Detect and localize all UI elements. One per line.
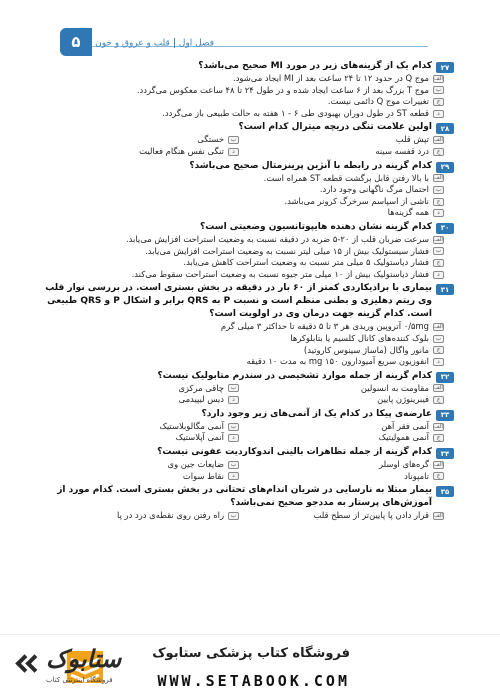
option-text: مانور واگال (ماساژ سینوس کاروتید)	[303, 344, 429, 355]
question-text: کدام گزینه از جمله موارد تشخیصی در سندرم متابولیک نیست؟	[157, 370, 432, 381]
option-text: آنمی فقر آهن	[381, 420, 429, 431]
option-letter: د	[433, 358, 444, 366]
option-text: ۰/۵mg آتروپین وریدی هر ۳ تا ۵ دقیقه تا حداکثر ۳ میلی گرم	[220, 321, 429, 332]
option-text: بلوک کننده‌های کانال کلسیم یا بتابلوکرها	[290, 332, 429, 343]
answer-option[interactable]	[42, 394, 239, 406]
answer-option[interactable]	[42, 345, 444, 357]
question-item	[42, 221, 454, 280]
option-letter: د	[433, 209, 444, 217]
setabook-logo[interactable]	[20, 643, 138, 693]
answer-option[interactable]	[42, 184, 444, 196]
option-letter: الف	[434, 137, 443, 144]
question-number: ۲۸	[436, 123, 454, 134]
logo-tagline: فروشگاه اینترنتی کتاب	[46, 676, 113, 684]
store-title: فروشگاه کتاب پزشکی ستابوک	[152, 646, 350, 661]
option-text: فیبرینوژن پایین	[377, 394, 429, 405]
option-text: دیس لیپیدمی	[178, 394, 224, 405]
option-letter: الف	[434, 461, 443, 468]
question-stem	[42, 408, 454, 421]
question-stem	[42, 446, 454, 459]
question-item	[42, 160, 454, 219]
question-stem	[42, 60, 454, 73]
answer-option[interactable]	[247, 510, 444, 522]
answer-option[interactable]	[42, 421, 239, 433]
option-letter: الف	[434, 324, 443, 331]
option-text: آنمی مگالوبلاستیک	[159, 420, 224, 431]
answer-option[interactable]	[42, 173, 444, 185]
option-text: ضایعات جین وی	[167, 459, 224, 470]
question-text: بیمار مبتلا به نارسایی در شریان اندام‌های تحتانی در بخش بستری است. کدام مورد از آموزش‌های پرستار به مددجو صحیح نمی‌باشد؟	[57, 485, 432, 509]
option-letter: ب	[433, 247, 444, 255]
answer-option[interactable]	[42, 234, 444, 246]
option-list	[42, 510, 454, 522]
option-text: خستگی	[197, 134, 224, 145]
answer-option[interactable]	[42, 207, 444, 219]
option-text: فشار سیستولیک بیش از ۱۵ میلی لیتر نسبت به وضعیت استراحت افزایش می‌یابد.	[145, 245, 429, 256]
option-letter: الف	[434, 385, 443, 392]
answer-option[interactable]	[247, 459, 444, 471]
answer-option[interactable]	[42, 146, 239, 158]
option-text: تنگی نفس هنگام فعالیت	[139, 145, 224, 156]
question-item	[42, 282, 454, 367]
answer-option[interactable]	[42, 246, 444, 258]
answer-option[interactable]	[42, 471, 239, 483]
footer-banner	[0, 634, 500, 700]
logo-wordmark: ستابوک	[46, 645, 122, 673]
answer-option[interactable]	[42, 321, 444, 333]
question-number: ۲۹	[436, 162, 454, 173]
question-item	[42, 370, 454, 406]
option-letter: ب	[433, 86, 444, 94]
option-letter: د	[433, 110, 444, 118]
question-stem	[42, 370, 454, 383]
answer-option[interactable]	[42, 510, 239, 522]
option-letter: الف	[434, 423, 443, 430]
option-letter: الف	[434, 236, 443, 243]
question-stem	[42, 484, 454, 510]
answer-option[interactable]	[42, 333, 444, 345]
option-letter: ج	[433, 198, 444, 206]
option-letter: ب	[228, 423, 239, 431]
option-text: فشار دیاستولیک ۵ میلی متر نسبت به وضعیت استراحت کاهش می‌یابد.	[183, 257, 429, 268]
page-header	[0, 0, 500, 62]
option-letter: د	[228, 472, 239, 480]
option-list	[42, 421, 454, 444]
answer-option[interactable]	[42, 108, 444, 120]
option-letter: ج	[433, 148, 444, 156]
option-letter: د	[433, 271, 444, 279]
question-stem	[42, 221, 454, 234]
option-letter: د	[228, 148, 239, 156]
option-text: درد قفسه سینه	[375, 145, 429, 156]
option-letter: ج	[433, 98, 444, 106]
answer-option[interactable]	[42, 257, 444, 269]
question-item	[42, 446, 454, 482]
option-letter: الف	[434, 175, 443, 182]
answer-option[interactable]	[247, 421, 444, 433]
option-letter: ج	[433, 472, 444, 480]
answer-option[interactable]	[42, 196, 444, 208]
question-text: کدام گزینه در رابطه با آنژین پرینزمتال صحیح می‌باشد؟	[189, 160, 432, 171]
answer-option[interactable]	[247, 134, 444, 146]
answer-option[interactable]	[247, 394, 444, 406]
option-list	[42, 321, 454, 367]
answer-option[interactable]	[42, 96, 444, 108]
answer-option[interactable]	[42, 383, 239, 395]
question-stem	[42, 282, 454, 321]
answer-option[interactable]	[247, 383, 444, 395]
question-stem	[42, 121, 454, 134]
option-letter: ب	[433, 335, 444, 343]
question-number: ۳۱	[436, 284, 454, 295]
question-text: کدام گزینه از جمله تظاهرات بالینی اندوکاردیت عفونی نیست؟	[157, 447, 432, 458]
option-letter: ج	[433, 434, 444, 442]
option-text: ناشی از اسپاسم سرخرگ کرونر می‌باشد.	[284, 195, 429, 206]
question-number: ۲۷	[436, 62, 454, 73]
option-letter: ب	[228, 136, 239, 144]
chapter-label: فصل اول	[178, 38, 214, 49]
question-number: ۳۴	[436, 448, 454, 459]
answer-option[interactable]	[42, 432, 239, 444]
option-text: فشار دیاستولیک بیش از ۱۰ میلی متر جیوه نسبت به وضعیت استراحت سقوط می‌کند.	[131, 268, 429, 279]
option-text: با بالا رفتن قابل برگشت قطعه ST همراه است.	[263, 172, 429, 183]
option-list	[42, 234, 454, 280]
question-item	[42, 60, 454, 119]
question-list	[42, 60, 454, 640]
option-letter: ب	[433, 186, 444, 194]
question-number: ۳۰	[436, 223, 454, 234]
option-text: همه گزینه‌ها	[387, 207, 429, 218]
answer-option[interactable]	[247, 146, 444, 158]
option-letter: ب	[228, 461, 239, 469]
chapter-separator	[174, 38, 175, 48]
option-text: تغییرات موج Q دائمی نیست.	[327, 96, 429, 107]
option-text: قطعه ST در طول دوران بهبودی طی ۶ - ۱ هفته به حالت طبیعی باز می‌گردد.	[162, 107, 429, 118]
answer-option[interactable]	[42, 356, 444, 368]
question-item	[42, 408, 454, 444]
option-text: موج T بزرگ بعد از ۶ ساعت ایجاد شده و در طول ۲۴ تا ۴۸ ساعت معکوس می‌گردد.	[136, 84, 429, 95]
option-text: تامپوناد	[404, 470, 429, 481]
option-list	[42, 383, 454, 406]
option-letter: ب	[228, 384, 239, 392]
question-number: ۳۵	[436, 486, 454, 497]
option-text: آنمی همولیتیک	[378, 432, 429, 443]
option-text: چاقی مرکزی	[178, 382, 224, 393]
question-text: عارضه‌ی پیکا در کدام یک از آنمی‌های زیر وجود دارد؟	[201, 408, 432, 419]
answer-option[interactable]	[42, 269, 444, 281]
chapter-heading	[95, 38, 214, 49]
chapter-title: قلب و عروق و خون	[95, 38, 170, 49]
option-list	[42, 134, 454, 157]
option-letter: د	[228, 396, 239, 404]
option-text: مقاومت به انسولین	[360, 382, 429, 393]
page-number: ۵	[60, 28, 92, 56]
option-text: سرعت ضربان قلب از ۲۰-۵ ضربه در دقیقه نسبت به وضعیت استراحت افزایش می‌یابد.	[125, 233, 429, 244]
option-text: انفوزیون سریع آمیودارون ۱۵۰ mg به مدت ۱۰ دقیقه	[246, 356, 429, 367]
option-text: نقاط سوات	[182, 470, 224, 481]
question-text: بیماری با برادیکاردی کمتر از ۶۰ بار در دقیقه در بخش بستری است. در بررسی نوار قلب وی ریتم دهلیزی و بطنی منظم است و نسبت P به QRS برابر و اشکال P و QRS طبیعی است. کدام گزینه جهت درمان وی در اولویت است؟	[45, 283, 432, 320]
answer-option[interactable]	[42, 459, 239, 471]
option-letter: الف	[434, 513, 443, 520]
option-text: آنمی آپلاستیک	[175, 432, 224, 443]
question-number: ۳۳	[436, 410, 454, 421]
option-list	[42, 459, 454, 482]
answer-option[interactable]	[247, 432, 444, 444]
option-text: قرار دادن پا پایین‌تر از سطح قلب	[313, 510, 429, 521]
store-url[interactable]: WWW.SETABOOK.COM	[157, 672, 350, 690]
option-letter: ج	[433, 396, 444, 404]
answer-option[interactable]	[42, 134, 239, 146]
option-text: تپش قلب	[395, 134, 429, 145]
option-list	[42, 73, 454, 119]
question-item	[42, 484, 454, 522]
question-item	[42, 121, 454, 157]
option-text: احتمال مرگ ناگهانی وجود دارد.	[319, 184, 429, 195]
option-letter: د	[228, 434, 239, 442]
question-text: کدام گزینه نشان دهنده هایپوتانسیون وضعیتی است؟	[199, 221, 432, 232]
question-text: کدام یک از گزینه‌های زیر در مورد MI صحیح می‌باشد؟	[198, 61, 432, 71]
option-letter: الف	[434, 75, 443, 82]
option-text: گره‌های اوسلر	[379, 459, 429, 470]
option-text: موج Q در حدود ۱۲ تا ۲۴ ساعت بعد از MI ایجاد می‌شود.	[233, 73, 429, 83]
option-letter: ج	[433, 259, 444, 267]
question-text: اولین علامت تنگی دریچه میترال کدام است؟	[238, 122, 432, 133]
option-letter: ج	[433, 346, 444, 354]
option-list	[42, 173, 454, 219]
option-letter: ب	[228, 512, 239, 520]
option-text: راه رفتن روی نقطه‌ی درد در پا	[117, 510, 224, 521]
question-number: ۳۲	[436, 372, 454, 383]
answer-option[interactable]	[42, 73, 444, 85]
answer-option[interactable]	[42, 85, 444, 97]
question-stem	[42, 160, 454, 173]
answer-option[interactable]	[247, 471, 444, 483]
